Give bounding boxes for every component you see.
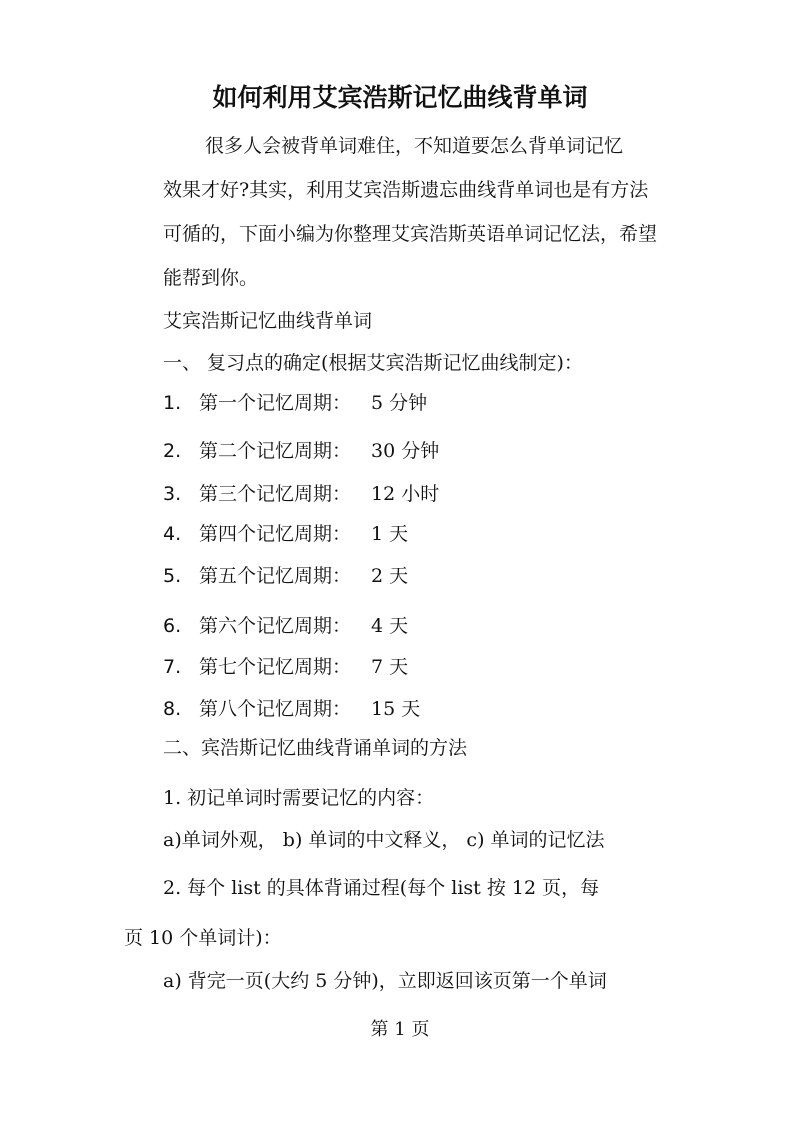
section1-heading: 一、 复习点的确定(根据艾宾浩斯记忆曲线制定)： (163, 352, 583, 374)
review-point-label: 第八个记忆周期： (199, 698, 352, 720)
page-number: 第 1 页 (370, 1019, 430, 1040)
review-point-number: 2. (163, 440, 182, 462)
review-point-number: 6. (163, 615, 182, 637)
section2-heading: 二、宾浩斯记忆曲线背诵单词的方法 (163, 737, 468, 759)
intro-line-3: 可循的，下面小编为你整理艾宾浩斯英语单词记忆法，希望 (163, 223, 658, 245)
review-point-number: 3. (163, 483, 182, 505)
review-point-value: 5 分钟 (371, 392, 428, 414)
method-item-2-line-1: 2. 每个 list 的具体背诵过程(每个 list 按 12 页，每 (163, 877, 600, 899)
intro-line-1: 很多人会被背单词难住，不知道要怎么背单词记忆 (205, 135, 624, 157)
review-point-8 (163, 697, 420, 721)
method-item-1-detail: a)单词外观， b) 单词的中文释义， c) 单词的记忆法 (163, 829, 605, 851)
review-point-label: 第二个记忆周期： (199, 440, 352, 462)
review-point-value: 1 天 (371, 523, 409, 545)
review-point-value: 30 分钟 (371, 440, 440, 462)
method-item-2a: a) 背完一页(大约 5 分钟)，立即返回该页第一个单词 (163, 970, 607, 992)
method-item-2-line-2: 页 10 个单词计)： (124, 927, 282, 949)
review-point-label: 第三个记忆周期： (199, 483, 352, 505)
review-point-number: 1. (163, 392, 182, 414)
intro-line-4: 能帮到你。 (163, 267, 259, 289)
section-subtitle: 艾宾浩斯记忆曲线背单词 (163, 310, 373, 332)
review-point-label: 第四个记忆周期： (199, 523, 352, 545)
review-point-label: 第七个记忆周期： (199, 656, 352, 678)
review-point-number: 4. (163, 523, 182, 545)
review-point-label: 第五个记忆周期： (199, 565, 352, 587)
review-point-value: 12 小时 (371, 483, 440, 505)
review-point-number: 8. (163, 698, 182, 720)
review-point-4 (163, 522, 408, 546)
review-point-label: 第一个记忆周期： (199, 392, 352, 414)
review-point-value: 15 天 (371, 698, 421, 720)
review-point-3 (163, 482, 439, 506)
review-point-number: 5. (163, 565, 182, 587)
review-point-value: 7 天 (371, 656, 409, 678)
intro-line-2: 效果才好?其实，利用艾宾浩斯遗忘曲线背单词也是有方法 (163, 179, 649, 201)
review-point-1 (163, 391, 427, 415)
review-point-2 (163, 439, 439, 463)
review-point-value: 4 天 (371, 615, 409, 637)
review-point-5 (163, 564, 408, 588)
method-item-1: 1. 初记单词时需要记忆的内容： (163, 787, 435, 809)
document-title: 如何利用艾宾浩斯记忆曲线背单词 (212, 83, 588, 112)
review-point-6 (163, 614, 408, 638)
review-point-label: 第六个记忆周期： (199, 615, 352, 637)
review-point-7 (163, 655, 408, 679)
review-point-number: 7. (163, 656, 182, 678)
review-point-value: 2 天 (371, 565, 409, 587)
